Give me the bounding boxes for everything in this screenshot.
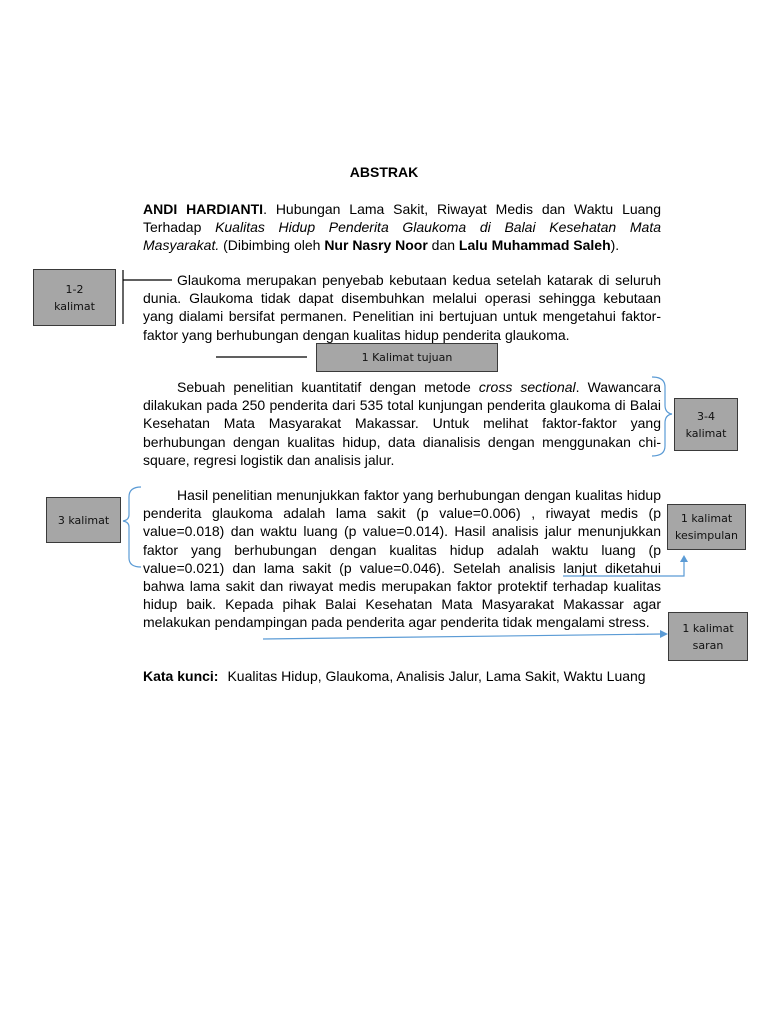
annotation-kesimpulan-line1: 1 kalimat <box>680 512 733 525</box>
annotation-saran <box>668 612 748 661</box>
keywords-label: Kata kunci: <box>143 668 219 684</box>
author-name: ANDI HARDIANTI <box>143 201 264 217</box>
annotation-3-4-line1: 3-4 <box>697 409 715 423</box>
header-paragraph <box>143 200 661 255</box>
page-title: ABSTRAK <box>349 164 419 180</box>
bracket-3-kalimat <box>123 487 141 567</box>
method-name: cross sectional <box>478 379 576 395</box>
closing-paren: ). <box>610 237 620 254</box>
method-text-1: Sebuah penelitian kuantitatif dengan metode <box>177 379 479 395</box>
annotation-saran-line2: saran <box>692 638 724 652</box>
conjunction: dan <box>427 237 459 254</box>
annotation-1-2-line1: 1-2 <box>65 282 84 296</box>
method-text-2: . Wawancara dilakukan pada 250 penderita dari 535 total kunjungan penderita glaukoma di Balai Kesehatan Mata Masyarakat Makassar. Untuk melihat faktor-faktor yang berhubungan dengan kualitas hidup, data dianalisis dengan menggunakan chi-square, regresi logistik dan analisis jalur. <box>143 379 662 468</box>
annotation-tujuan-label: 1 Kalimat tujuan <box>361 351 453 364</box>
study-topic: . Hubungan Lama Sakit, Riwayat Medis dan Waktu Luang Terhadap <box>143 201 661 236</box>
saran-connector <box>263 634 662 639</box>
keywords-values: Kualitas Hidup, Glaukoma, Analisis Jalur, Lama Sakit, Waktu Luang <box>227 668 646 684</box>
results-paragraph: Hasil penelitian menunjukkan faktor yang berhubungan dengan kualitas hidup penderita glaukoma adalah lama sakit (p value=0.006) , riwayat medis (p value=0.018) dan waktu luang (p value=0.014). Hasil analisis jalur menunjukkan faktor yang berhubungan dengan kualitas hidup adalah waktu luang (p value=0.021) dan lama sakit (p value=0.046). Setelah analisis lanjut diketahui bahwa lama sakit dan riwayat medis merupakan faktor protektif terhadap kualitas hidup baik. Kepada pihak Balai Kesehatan Mata Masyarakat Makassar agar melakukan pendampingan pada penderita agar penderita tidak mengalami stress. <box>143 487 661 631</box>
annotation-kesimpulan <box>667 504 746 550</box>
supervised-prefix: (Dibimbing oleh <box>219 237 325 254</box>
annotation-3-kalimat-label: 3 kalimat <box>57 513 110 527</box>
keywords-table <box>143 667 661 685</box>
keywords-line <box>143 667 661 685</box>
annotation-kesimpulan-line2: kesimpulan <box>675 529 738 542</box>
annotation-3-4-kalimat <box>674 398 738 451</box>
annotation-3-kalimat <box>46 497 121 543</box>
kesimpulan-arrowhead <box>680 555 688 562</box>
annotation-tujuan <box>316 343 498 372</box>
method-paragraph <box>143 378 661 469</box>
saran-arrowhead <box>660 630 668 638</box>
annotation-1-2-kalimat <box>33 269 116 326</box>
annotation-1-2-line2: kalimat <box>54 299 95 313</box>
supervisor-1: Nur Nasry Noor <box>324 237 428 254</box>
annotation-saran-line1: 1 kalimat <box>682 621 734 635</box>
annotation-3-4-line2: kalimat <box>685 426 727 440</box>
supervisor-2: Lalu Muhammad Saleh <box>458 237 611 254</box>
background-paragraph: Glaukoma merupakan penyebab kebutaan kedua setelah katarak di seluruh dunia. Glaukoma tidak dapat disembuhkan melalui operasi sehingga kebutaan yang dialami bersifat permanen. Penelitian ini bertujuan untuk mengetahui faktor-faktor yang berhubungan dengan kualitas hidup penderita glaukoma. <box>143 272 661 343</box>
thesis-title: Kualitas Hidup Penderita Glaukoma di Balai Kesehatan Mata Masyarakat. <box>143 219 661 254</box>
